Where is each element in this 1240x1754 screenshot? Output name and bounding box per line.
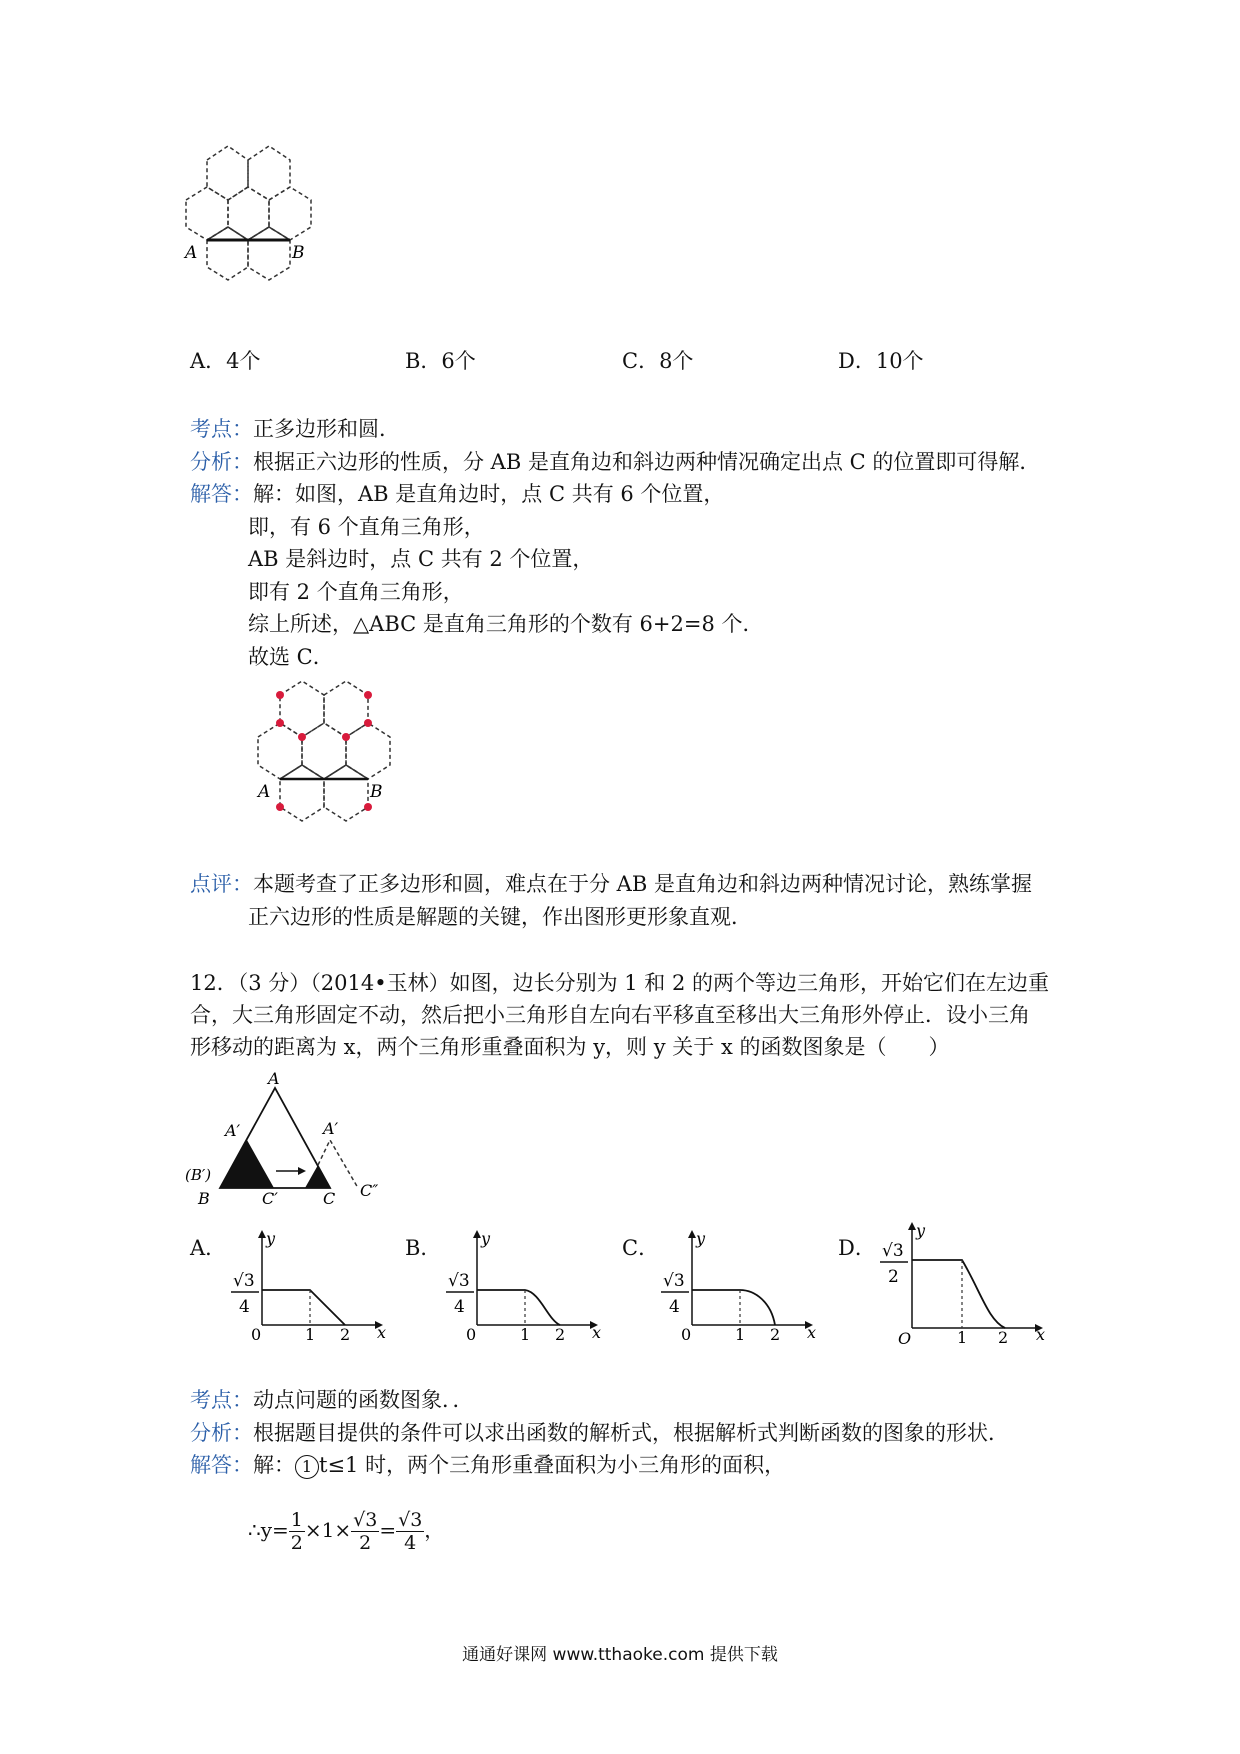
dianping-text: 正六边形的性质是解题的关键，作出图形更形象直观．	[248, 905, 752, 929]
jieda-label: 解答：	[190, 482, 253, 506]
svg-text:y: y	[696, 1230, 706, 1248]
point-a-label: A	[258, 782, 271, 802]
jieda-label: 解答：	[190, 1453, 253, 1477]
jieda-line: AB 是斜边时，点 C 共有 2 个位置，	[248, 547, 594, 571]
graph-option-a-letter: A．	[190, 1236, 227, 1260]
svg-text:√3: √3	[448, 1271, 470, 1291]
svg-text:1: 1	[305, 1325, 316, 1340]
question-12-stem: 合，大三角形固定不动，然后把小三角形自左向右平移直至移出大三角形外停止．设小三角	[190, 1003, 1030, 1027]
label-b-prime: (B′)	[185, 1166, 212, 1184]
formula-therefore: ∴y=	[248, 1518, 289, 1542]
graph-d	[870, 1220, 1055, 1345]
page-footer: 通通好课网 www.tthaoke.com 提供下载	[462, 1645, 778, 1665]
fraction-sqrt3-over-2: $\frac{√3}{2}$	[353, 1509, 378, 1554]
option-d: D．10个	[838, 349, 924, 373]
kaodian-row-q12	[190, 1384, 474, 1417]
svg-text:x: x	[592, 1323, 602, 1340]
svg-text:1: 1	[735, 1325, 746, 1340]
jieda-line: 即有 2 个直角三角形，	[248, 580, 464, 604]
jieda-line: 故选 C．	[248, 645, 334, 669]
kaodian-label: 考点：	[190, 1388, 253, 1412]
dianping-row	[190, 868, 1032, 901]
svg-text:√3: √3	[233, 1271, 255, 1291]
svg-text:0: 0	[251, 1325, 262, 1340]
fenxi-row-q12	[190, 1417, 1009, 1450]
graph-a	[225, 1230, 395, 1340]
svg-text:0: 0	[466, 1325, 477, 1340]
question-12-stem: 形移动的距离为 x，两个三角形重叠面积为 y，则 y 关于 x 的函数图象是（ ）	[190, 1035, 950, 1059]
label-b: B	[198, 1189, 210, 1208]
fenxi-text: 根据正六边形的性质，分 AB 是直角边和斜边两种情况确定出点 C 的位置即可得解．	[253, 450, 1041, 474]
option-b: B．6个	[405, 349, 476, 373]
option-a: A．4个	[190, 349, 261, 373]
jieda-row-q11	[190, 478, 724, 511]
svg-text:0: 0	[681, 1325, 692, 1340]
jieda-row-q12	[190, 1449, 785, 1482]
svg-text:4: 4	[669, 1297, 680, 1317]
svg-text:1: 1	[520, 1325, 531, 1340]
svg-text:1: 1	[957, 1328, 968, 1345]
point-b-label: B	[292, 243, 305, 263]
label-c-prime: C′	[262, 1189, 278, 1208]
label-a-prime: A′	[225, 1121, 241, 1140]
svg-text:2: 2	[888, 1267, 899, 1287]
option-c: C．8个	[622, 349, 694, 373]
svg-text:2: 2	[998, 1328, 1009, 1345]
graph-c	[655, 1230, 825, 1340]
svg-text:x: x	[377, 1323, 387, 1340]
svg-text:y: y	[916, 1221, 926, 1240]
label-a: A	[268, 1069, 280, 1088]
fenxi-label: 分析：	[190, 450, 253, 474]
point-b-label: B	[370, 782, 383, 802]
jieda-line: t≤1 时，两个三角形重叠面积为小三角形的面积，	[319, 1453, 786, 1477]
svg-text:x: x	[1036, 1325, 1046, 1344]
svg-text:4: 4	[239, 1297, 250, 1317]
svg-text:2: 2	[555, 1325, 566, 1340]
circled-number: 1	[295, 1455, 319, 1479]
fenxi-text: 根据题目提供的条件可以求出函数的解析式，根据解析式判断函数的图象的形状．	[253, 1421, 1009, 1445]
fraction-sqrt3-over-4: $\frac{√3}{4}$	[398, 1509, 423, 1554]
svg-text:O: O	[898, 1329, 912, 1345]
triangle-figure-q12	[180, 1068, 410, 1208]
dianping-label: 点评：	[190, 872, 253, 896]
area-formula: ∴y= $\frac{1}{2}$ ×1× $\frac{√3}{2}$ = $\frac{√3}{4}$ ，	[248, 1509, 445, 1554]
svg-text:√3: √3	[663, 1271, 685, 1291]
fenxi-label: 分析：	[190, 1421, 253, 1445]
fenxi-row-q11	[190, 446, 1040, 479]
kaodian-label: 考点：	[190, 417, 253, 441]
svg-text:x: x	[807, 1323, 817, 1340]
kaodian-text: 动点问题的函数图象．．	[253, 1388, 474, 1412]
jieda-line: 综上所述，△ABC 是直角三角形的个数有 6+2=8 个．	[248, 612, 764, 636]
svg-text:2: 2	[340, 1325, 351, 1340]
hexagon-solution-figure	[240, 675, 440, 865]
graph-option-d-letter: D．	[838, 1236, 876, 1260]
svg-text:√3: √3	[882, 1241, 904, 1261]
kaodian-text: 正多边形和圆．	[253, 417, 400, 441]
svg-text:y: y	[266, 1230, 276, 1248]
svg-text:y: y	[481, 1230, 491, 1248]
question-12-stem: 12．（3 分）（2014•玉林）如图，边长分别为 1 和 2 的两个等边三角形，开始它们在左边重	[190, 971, 1050, 995]
label-c-double-prime: C″	[360, 1181, 379, 1200]
graph-b	[440, 1230, 610, 1340]
graph-option-b-letter: B．	[405, 1236, 442, 1260]
hexagon-figure-q11	[180, 140, 380, 340]
svg-text:4: 4	[454, 1297, 465, 1317]
jieda-prefix: 解：	[253, 1453, 295, 1477]
label-c: C	[323, 1189, 336, 1208]
graph-option-c-letter: C．	[622, 1236, 660, 1260]
jieda-line: 即，有 6 个直角三角形，	[248, 515, 485, 539]
jieda-line: 解：如图，AB 是直角边时，点 C 共有 6 个位置，	[253, 482, 725, 506]
dianping-text: 本题考查了正多边形和圆，难点在于分 AB 是直角边和斜边两种情况讨论，熟练掌握	[253, 872, 1032, 896]
label-a-prime-moved: A′	[323, 1119, 339, 1138]
point-a-label: A	[185, 243, 198, 263]
svg-text:2: 2	[770, 1325, 781, 1340]
kaodian-row-q11	[190, 413, 400, 446]
fraction-one-half: $\frac{1}{2}$	[290, 1509, 303, 1554]
